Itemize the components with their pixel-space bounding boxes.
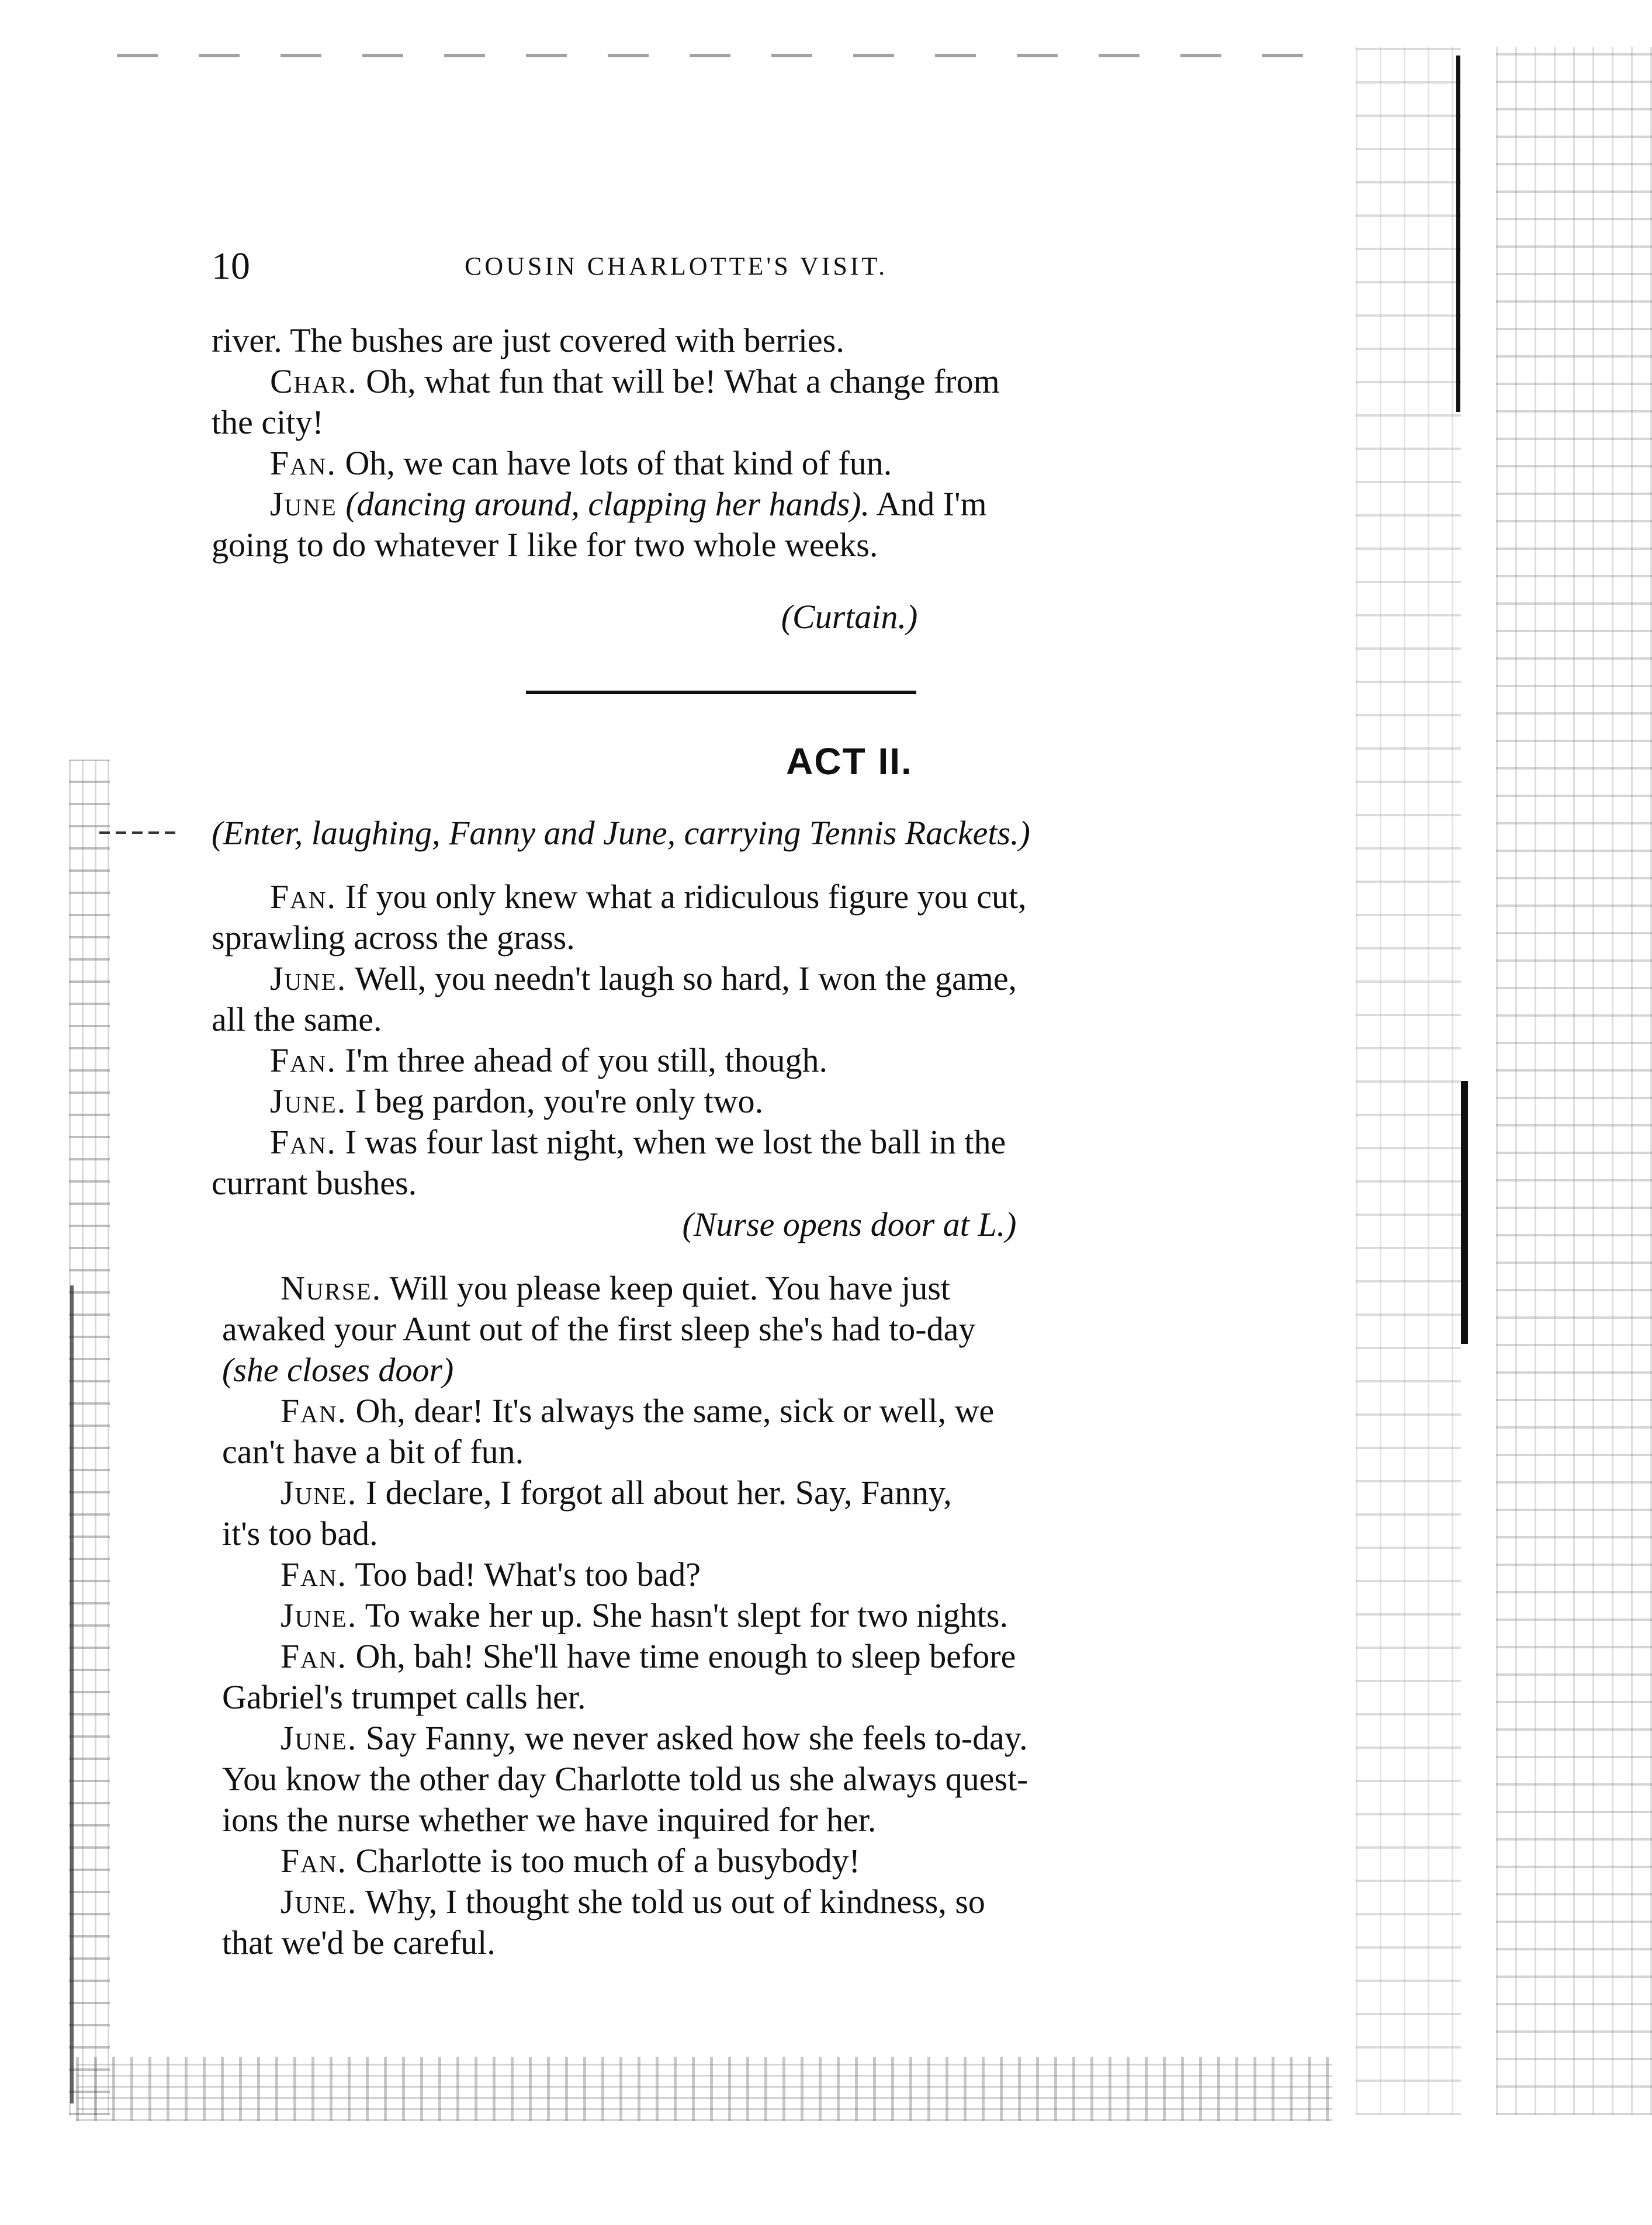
text-line: June (dancing around, clapping her hands). And I'm [270, 485, 987, 523]
dialogue-line: Fan. Oh, bah! She'll have time enough to sleep before [280, 1637, 1016, 1675]
speaker-name: June. [280, 1596, 358, 1634]
dialogue-line: June. I declare, I forgot all about her. Say, Fanny, [280, 1474, 952, 1512]
act2-dialogue-block-1 [212, 876, 1255, 1204]
dialogue-line: Fan. I'm three ahead of you still, though. [270, 1041, 827, 1079]
stage-direction-inline: (she closes door) [222, 1351, 454, 1389]
scan-noise-top [117, 54, 1315, 57]
dialogue-line: Fan. Charlotte is too much of a busybody! [280, 1842, 860, 1880]
dialogue-line: Fan. I was four last night, when we lost the ball in the [270, 1123, 1006, 1161]
margin-dash [99, 831, 175, 834]
dialogue-line: Fan. Too bad! What's too bad? [280, 1555, 701, 1593]
speaker-name: Fan. [280, 1842, 347, 1880]
dialogue-line: ions the nurse whether we have inquired for her. [222, 1801, 877, 1839]
dialogue-line: all the same. [212, 1000, 382, 1038]
gutter-line-upper [1456, 56, 1460, 412]
curtain-direction: (Curtain.) [781, 598, 918, 636]
dialogue-line: it's too bad. [222, 1514, 378, 1552]
speaker-name: Fan. [270, 1041, 337, 1079]
speaker-name: June. [270, 959, 347, 997]
dialogue-line: sprawling across the grass. [212, 919, 575, 956]
dialogue-line: You know the other day Charlotte told us she always quest- [222, 1760, 1028, 1798]
act-title: ACT II. [786, 740, 913, 782]
text-line: the city! [212, 403, 324, 441]
running-title: COUSIN CHARLOTTE'S VISIT. [465, 252, 888, 280]
scan-noise-left-edge [69, 760, 110, 2115]
dialogue-line: awaked your Aunt out of the first sleep she's had to-day [222, 1310, 976, 1348]
page-number: 10 [212, 245, 250, 287]
scan-noise-bottom [76, 2057, 1332, 2121]
speaker-name: June. [280, 1474, 358, 1512]
stage-direction-inline: (dancing around, clapping her hands). [337, 485, 870, 523]
speaker-name: Fan. [280, 1555, 347, 1593]
speaker-name: June. [280, 1719, 358, 1757]
dialogue-line: June. Why, I thought she told us out of kindness, so [280, 1883, 985, 1921]
speaker-name: Char. [270, 362, 358, 400]
section-divider [526, 691, 916, 694]
dialogue-line: can't have a bit of fun. [222, 1433, 524, 1471]
scan-noise-gutter [1356, 47, 1461, 2115]
dialogue-line: Fan. Oh, dear! It's always the same, sick or well, we [280, 1392, 995, 1430]
dialogue-line: June. Well, you needn't laugh so hard, I won the game, [270, 959, 1017, 997]
facing-page-edge [1496, 47, 1652, 2115]
speaker-name: Fan. [280, 1392, 347, 1430]
speaker-name: Fan. [270, 1123, 337, 1161]
dialogue-line: Gabriel's trumpet calls her. [222, 1678, 586, 1716]
page-edge-line [70, 1285, 74, 2103]
dialogue-line: June. I beg pardon, you're only two. [270, 1082, 764, 1120]
text-line: Char. Oh, what fun that will be! What a change from [270, 362, 1000, 400]
text-line: Fan. Oh, we can have lots of that kind of fun. [270, 444, 892, 482]
act1-ending-text [212, 320, 1255, 566]
text-line: going to do whatever I like for two whole weeks. [212, 526, 878, 564]
stage-direction: (Nurse opens door at L.) [682, 1205, 1017, 1243]
dialogue-line [222, 1350, 1265, 1391]
dialogue-line: Fan. If you only knew what a ridiculous figure you cut, [270, 878, 1027, 916]
text-line: river. The bushes are just covered with berries. [212, 321, 844, 359]
act2-dialogue-block-2 [222, 1268, 1265, 1963]
dialogue-line: Nurse. Will you please keep quiet. You have just [280, 1269, 951, 1307]
speaker-name: Fan. [280, 1637, 347, 1675]
act-opening-direction: (Enter, laughing, Fanny and June, carrying Tennis Rackets.) [212, 814, 1030, 852]
speaker-name: June [270, 485, 337, 523]
speaker-name: Fan. [270, 444, 337, 482]
speaker-name: Fan. [270, 878, 337, 916]
speaker-name: June. [280, 1883, 358, 1921]
dialogue-line: that we'd be careful. [222, 1924, 496, 1961]
speaker-name: June. [270, 1082, 347, 1120]
dialogue-line: currant bushes. [212, 1164, 417, 1202]
speaker-name: Nurse. [280, 1269, 382, 1307]
dialogue-line: June. To wake her up. She hasn't slept for two nights. [280, 1596, 1008, 1634]
dialogue-line: June. Say Fanny, we never asked how she feels to-day. [280, 1719, 1028, 1757]
